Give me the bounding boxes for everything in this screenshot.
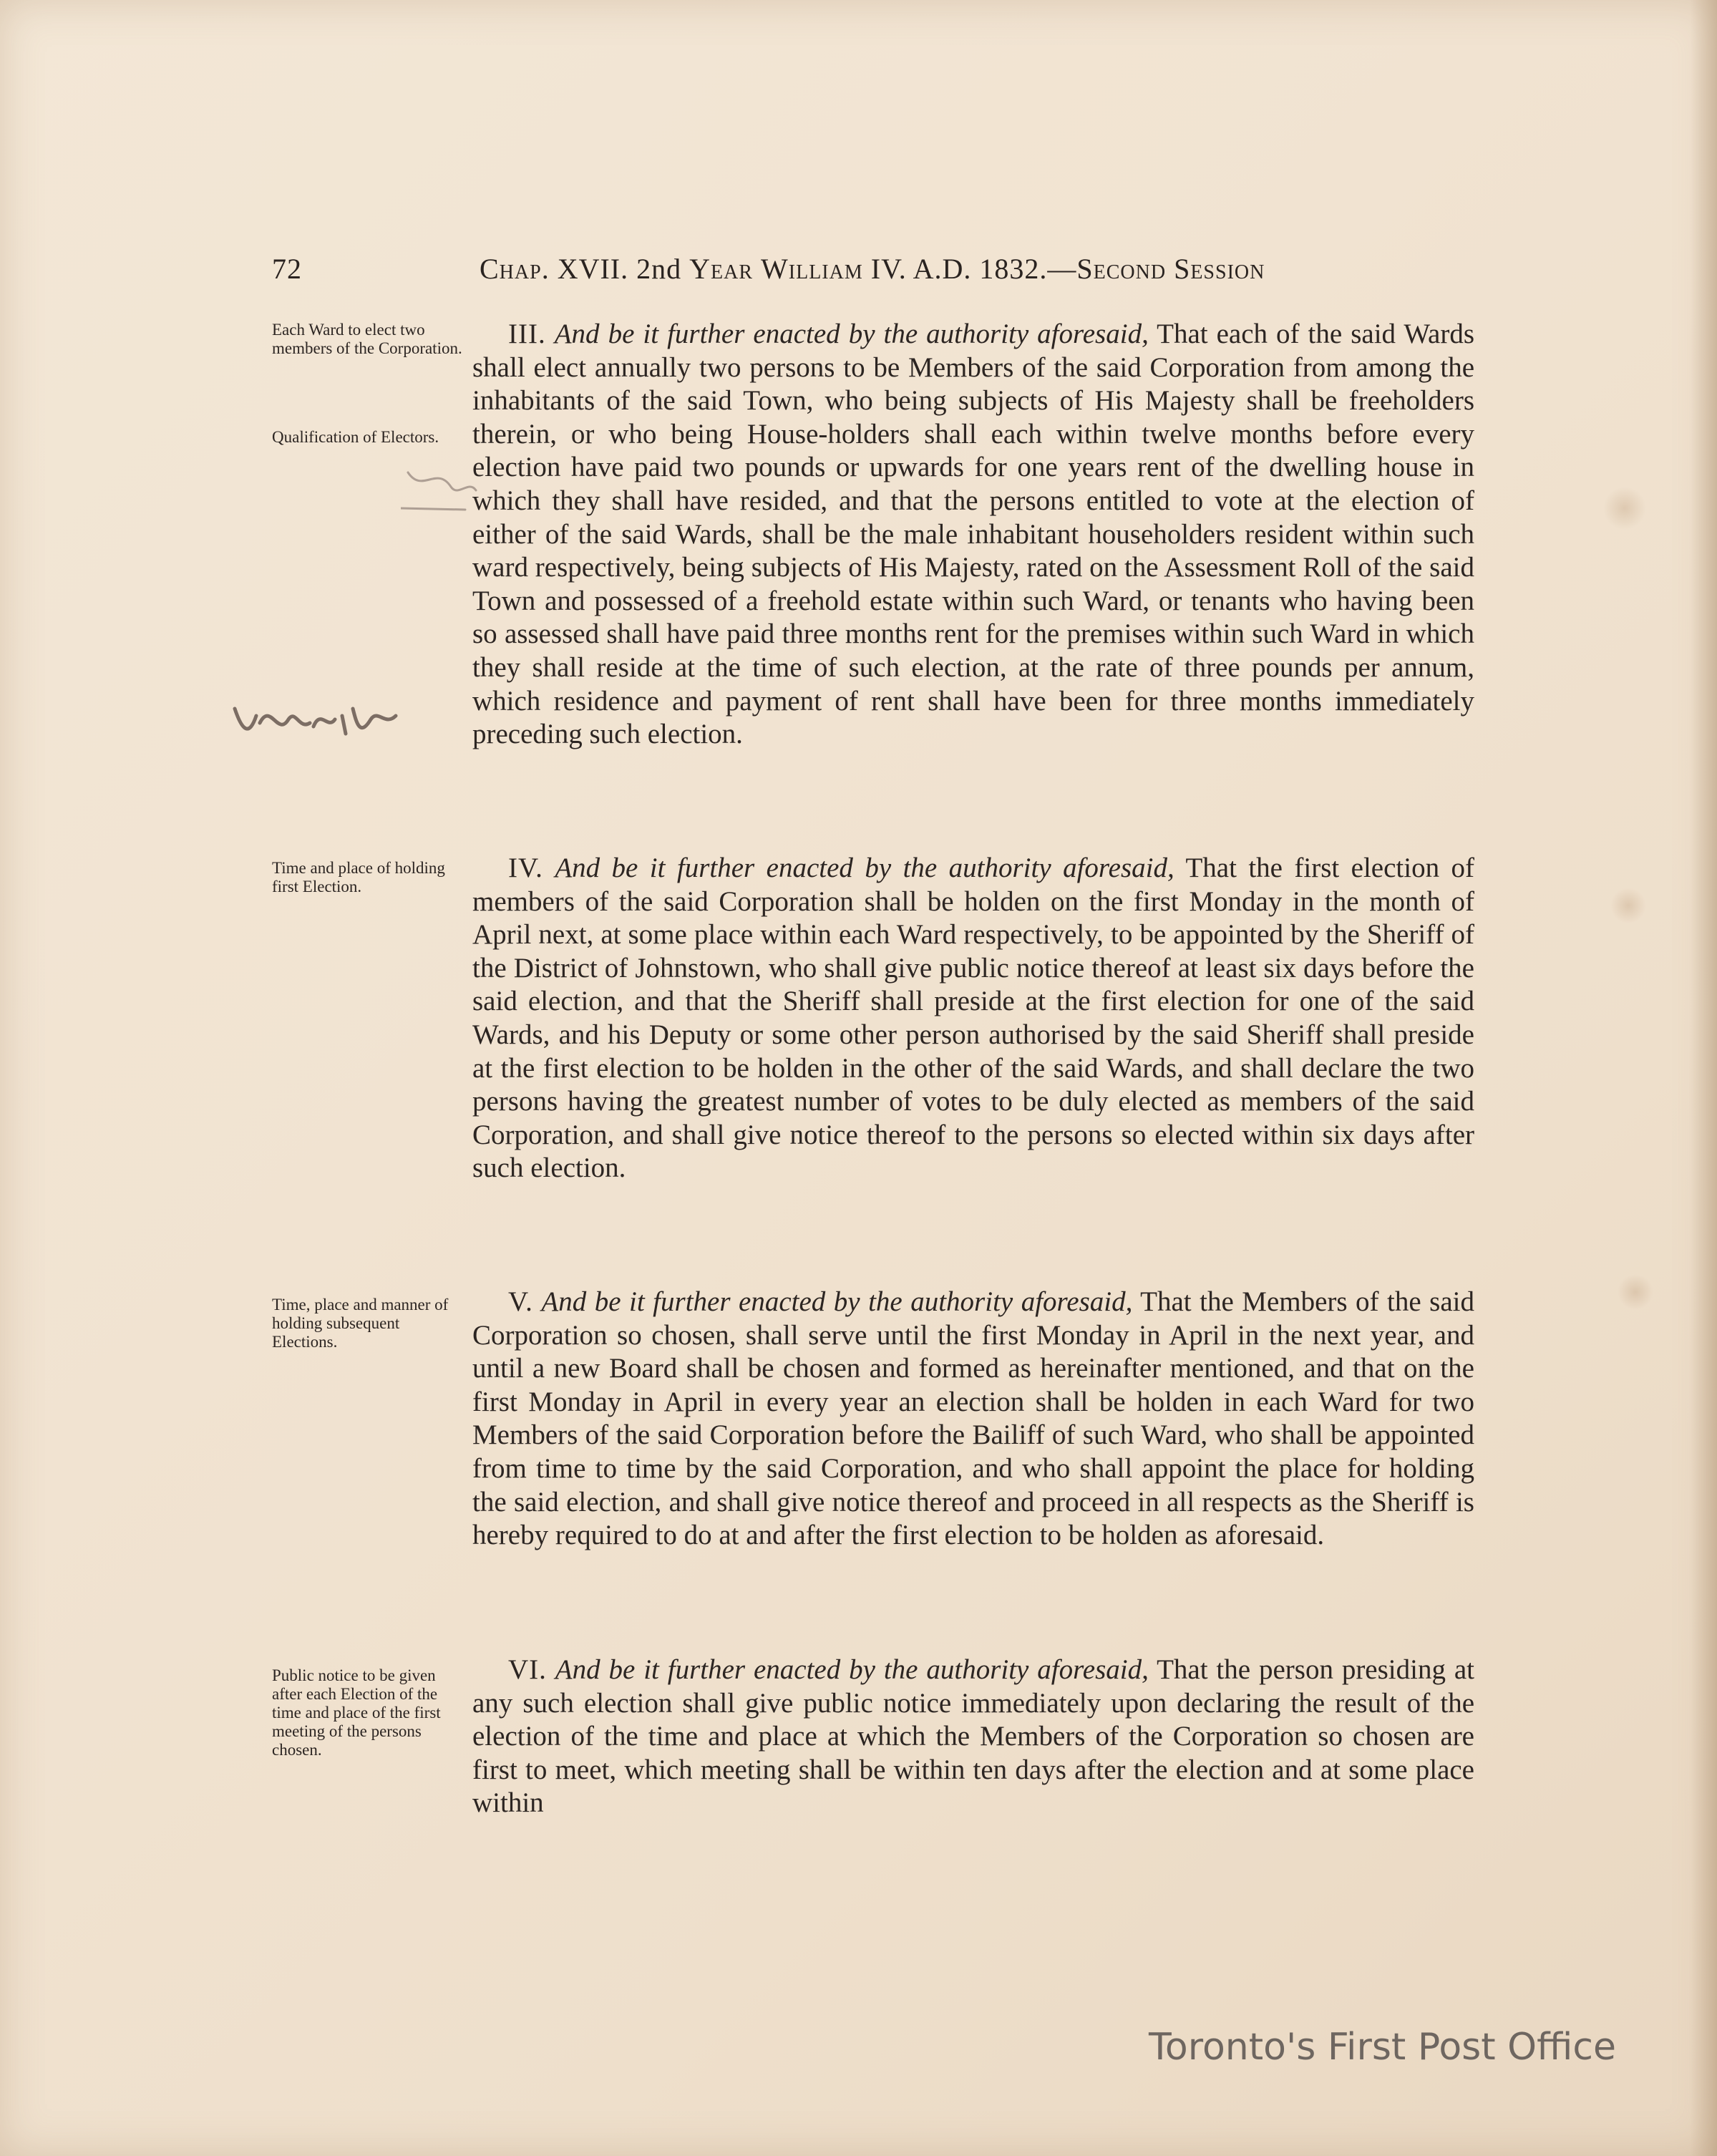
paper-stain bbox=[1610, 888, 1646, 923]
section-number: VI. bbox=[508, 1654, 547, 1685]
regnal-number: IV. bbox=[870, 253, 907, 285]
paper-stain bbox=[1618, 1274, 1653, 1310]
chapter-number: XVII. bbox=[557, 253, 629, 285]
enacting-clause: And be it further enacted by the authority aforesaid, bbox=[554, 319, 1149, 349]
margin-note-section-6: Public notice to be given after each Election of the time and place of the first meeting of the persons chosen. bbox=[272, 1666, 441, 1759]
session-label: Second Session bbox=[1076, 253, 1265, 285]
year-prefix: 2nd bbox=[636, 253, 682, 285]
section-body: That the person presiding at any such election shall give public notice immediately upon declaring the result of the election of the time and place at which the Members of the Corporation so chosen are first to meet, which meeting shall be within ten days after the election and at some place within bbox=[472, 1654, 1475, 1819]
pencil-scribble-icon bbox=[401, 458, 480, 515]
section-number: V. bbox=[508, 1286, 533, 1317]
enacting-clause: And be it further enacted by the authority aforesaid, bbox=[555, 1654, 1149, 1685]
section-6 bbox=[472, 1654, 1474, 1820]
section-5 bbox=[472, 1286, 1474, 1553]
watermark: Toronto's First Post Office bbox=[1149, 2026, 1616, 2069]
year-label: Year bbox=[689, 253, 754, 285]
enacting-clause: And be it further enacted by the authority aforesaid, bbox=[555, 853, 1174, 883]
page-number: 72 bbox=[272, 253, 302, 285]
running-head bbox=[272, 252, 1424, 295]
monarch-name: William bbox=[761, 253, 863, 285]
enacting-clause: And be it further enacted by the authority aforesaid, bbox=[541, 1286, 1133, 1317]
chap-label: Chap. bbox=[480, 253, 550, 285]
chapter-title bbox=[480, 252, 1265, 286]
section-body: That each of the said Wards shall elect annually two persons to be Members of the said Corporation from among the inhabitants of the said Town, who being subjects of His Majesty shall be freeholders therein, or who being House-holders shall each within twelve months before every election have paid two pounds or upwards for one years rent of the dwelling house in which they shall have resided, and that the persons entitled to vote at the election of either of the said Wards, shall be the male inhabitant householders resident within such ward respectively, being subjects of His Majesty, rated on the Assessment Roll of the said Town and possessed of a freehold estate within such Ward, or tenants who having been so assessed shall have paid three months rent for the premises within such Ward in which they shall reside at the time of such election, at the rate of three pounds per annum, which residence and payment of rent shall have been for three months immediately preceding such election. bbox=[472, 319, 1475, 750]
margin-note-section-3: Each Ward to elect two members of the Corporation. bbox=[272, 321, 462, 357]
margin-note-qualification: Qualification of Electors. bbox=[272, 428, 439, 446]
paper-stain bbox=[1603, 487, 1646, 530]
section-4 bbox=[472, 852, 1474, 1185]
page-edge-shadow bbox=[1690, 0, 1717, 2156]
pencil-annotation-icon bbox=[228, 687, 399, 744]
section-number: III. bbox=[508, 319, 546, 349]
section-number: IV. bbox=[508, 853, 543, 883]
section-body: That the Members of the said Corporation so chosen, shall serve until the first Monday in April in the next year, and until a new Board shall be chosen and formed as hereinafter mentioned, and that on the first Monday in April in every year an election shall be holden in each Ward for two Members of the said Corporation before the Bailiff of such Ward, who shall be appointed from time to time by the said Corporation, and who shall appoint the place for holding the said election, and shall give notice thereof and proceed in all respects as the Sheriff is hereby required to do at and after the first election to be holden as aforesaid. bbox=[472, 1286, 1475, 1551]
anno-domini: A.D. 1832.— bbox=[913, 253, 1077, 285]
section-body: That the first election of members of the said Corporation shall be holden on the first Monday in the month of April next, at some place within each Ward respectively, to be appointed by the Sheriff of the District of Johnstown, who shall give public notice thereof at least six days before the said election, and that the Sheriff shall preside at the first election for one of the said Wards, and his Deputy or some other person authorised by the said Sheriff shall preside at the first election to be holden in the other of the said Wards, and shall declare the two persons having the greatest number of votes to be duly elected as members of the said Corporation, and shall give notice thereof to the persons so elected within six days after such election. bbox=[472, 853, 1475, 1184]
margin-note-section-5: Time, place and manner of holding subsequent Elections. bbox=[272, 1296, 449, 1351]
margin-note-section-4: Time and place of holding first Election. bbox=[272, 859, 445, 895]
section-3 bbox=[472, 318, 1474, 752]
